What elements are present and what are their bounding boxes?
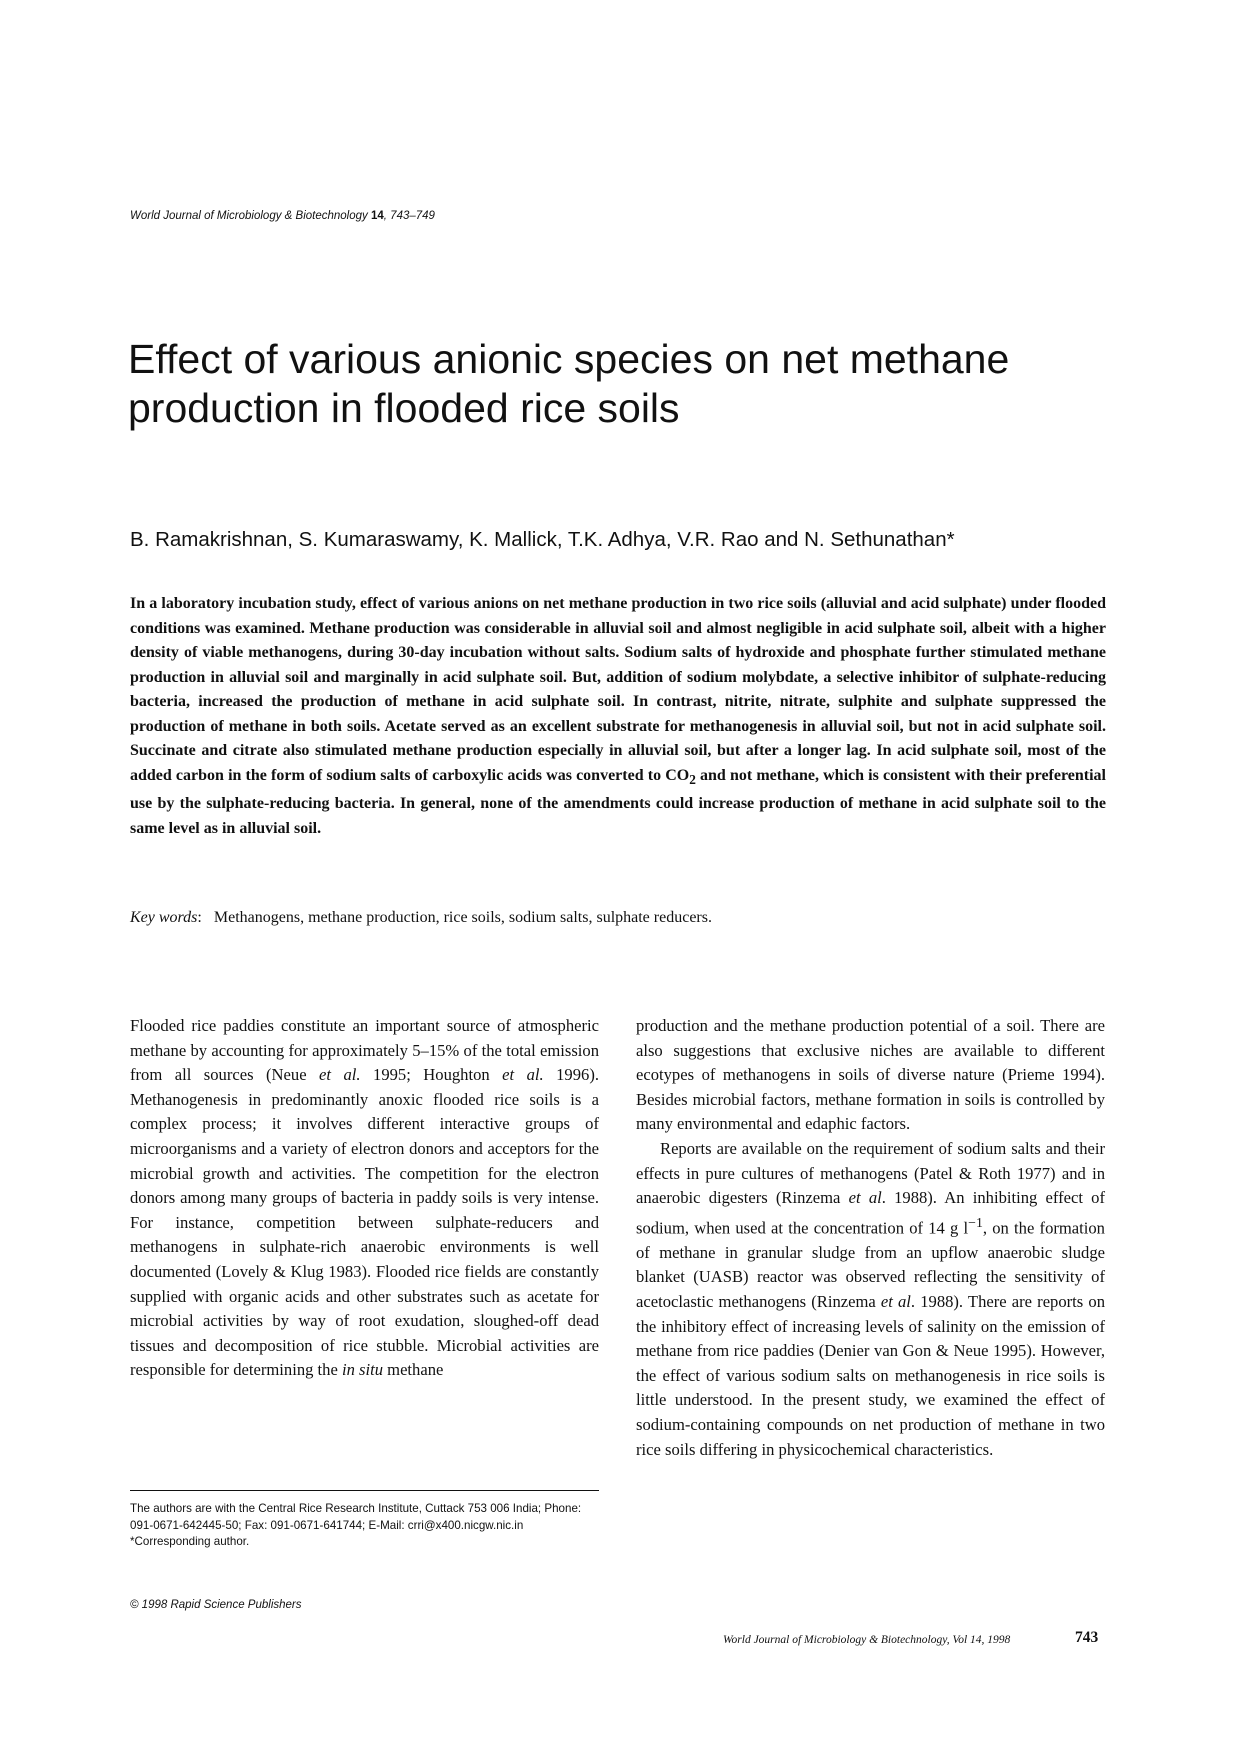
abstract-co2-subscript: 2 [689, 771, 696, 787]
author-affiliation-footnote: The authors are with the Central Rice Research Institute, Cuttack 753 006 India; Phone: 091-0671-642445-50; Fax: 091-0671-641744; E-Mail: crri@x400.nicgw.nic.in *Corresponding author. [130, 1502, 582, 1548]
journal-running-header [130, 210, 435, 222]
title-line-2: production in flooded rice soils [128, 385, 680, 431]
copyright-notice: © 1998 Rapid Science Publishers [130, 1599, 302, 1611]
keywords-text: Methanogens, methane production, rice soils, sodium salts, sulphate reducers. [213, 909, 712, 926]
body-paragraph: Reports are available on the requirement of sodium salts and their effects in pure cultures of methanogens (Patel & Roth 1977) and in anaerobic digesters (Rinzema et al. 1988). An inhibiting effect of sodium, when used at the concentration of 14 g $l^{-1}$, on the formation of methane in granular sludge from an upflow anaerobic sludge blanket (UASB) reactor was observed reflecting the sensitivity of acetoclastic methanogens (Rinzema et al. 1988). There are reports on the inhibitory effect of increasing levels of salinity on the emission of methane from rice paddies (Denier van Gon & Neue 1995). However, the effect of various sodium salts on methanogenesis in rice soils is little understood. In the present study, we examined the effect of sodium-containing compounds on net production of methane in two rice soils differing in physicochemical characteristics. [636, 1138, 1106, 1459]
body-column-right [636, 1014, 1105, 1462]
body-paragraph: Flooded rice paddies constitute an important source of atmospheric methane by accounting for approximately 5–15% of the total emission from all sources (Neue et al. 1995; Houghton et al. 1996). Methanogenesis in predominantly anoxic flooded rice soils is a complex process; it involves different interactive groups of microorganisms and a variety of electron donors and acceptors for the microbial growth and activities. The competition for the electron donors among many groups of bacteria in paddy soils is very intense. For instance, competition between sulphate-reducers and methanogens in sulphate-rich anaerobic environments is well documented (Lovely & Klug 1983). Flooded rice fields are constantly supplied with organic acids and other substrates such as acetate for microbial activities by way of root exudation, sloughed-off dead tissues and decomposition of rice stubble. Microbial activities are responsible for determining the in situ methane [130, 1016, 599, 1380]
abstract-text-b: and not methane, which is consistent with their preferential use by the sulphate-reducing bacteria. In general, none of the amendments could increase production of methane in acid sulphate soil to the same level as in alluvial soil. [130, 766, 1107, 837]
keywords-label: Key words [130, 909, 198, 926]
footnote-divider [130, 1490, 599, 1491]
body-column-left [130, 1014, 599, 1383]
journal-volume: 14 [371, 210, 384, 222]
journal-name: World Journal of Microbiology & Biotechnology [130, 210, 368, 222]
page-number: 743 [1075, 1629, 1099, 1646]
keywords: Key words: Methanogens, methane production, rice soils, sodium salts, sulphate reducers. [130, 909, 712, 926]
abstract [130, 592, 1106, 841]
author-list: B. Ramakrishnan, S. Kumaraswamy, K. Mallick, T.K. Adhya, V.R. Rao and N. Sethunathan* [130, 528, 955, 551]
title-line-1: Effect of various anionic species on net methane [128, 336, 1010, 382]
journal-pages: , 743–749 [383, 210, 435, 222]
abstract-text-a: In a laboratory incubation study, effect of various anions on net methane production in two rice soils (alluvial and acid sulphate) under flooded conditions was examined. Methane production was considerable in alluvial soil and almost negligible in acid sulphate soil, albeit with a higher density of viable methanogens, during 30-day incubation without salts. Sodium salts of hydroxide and phosphate further stimulated methane production in alluvial soil and marginally in acid sulphate soil. But, addition of sodium molybdate, a selective inhibitor of sulphate-reducing bacteria, increased the production of methane in acid sulphate soil. In contrast, nitrite, nitrate, sulphite and sulphate suppressed the production of methane in both soils. Acetate served as an excellent substrate for methanogenesis in alluvial soil, but not in acid sulphate soil. Succinate and citrate also stimulated methane production especially in alluvial soil, but after a longer lag. In acid sulphate soil, most of the added carbon in the form of sodium salts of carboxylic acids was converted to CO [130, 595, 1106, 784]
body-paragraph: production and the methane production potential of a soil. There are also suggestions that exclusive niches are available to different ecotypes of methanogens in soils of diverse nature (Prieme 1994). Besides microbial factors, methane formation in soils is controlled by many environmental and edaphic factors. [636, 1016, 1105, 1134]
article-title [128, 335, 1128, 433]
footer-journal-citation: World Journal of Microbiology & Biotechnology, Vol 14, 1998 [723, 1634, 1011, 1646]
